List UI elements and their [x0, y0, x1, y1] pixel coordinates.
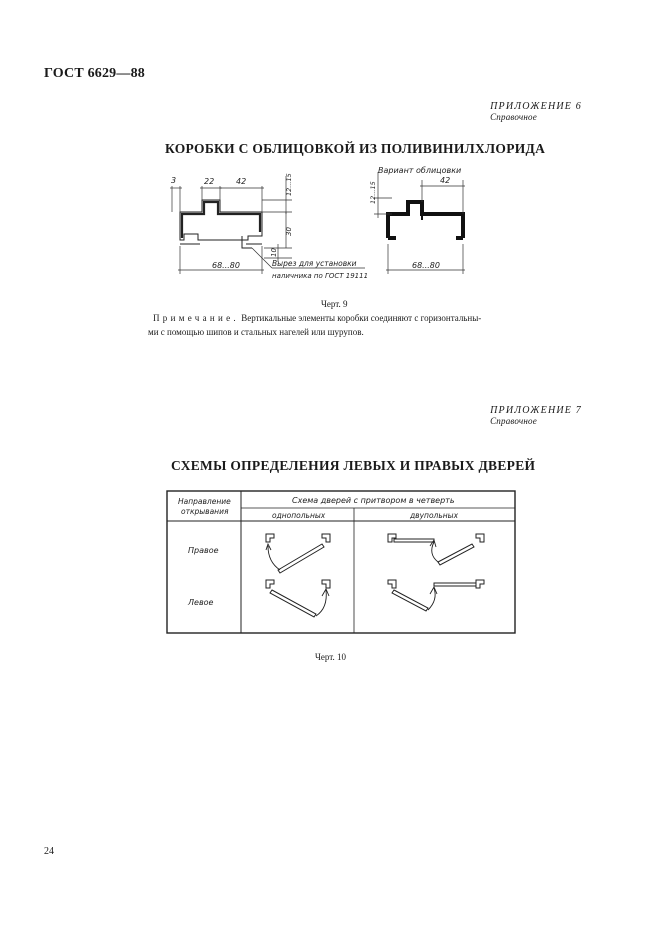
figure-9-drawing — [160, 162, 490, 288]
cutout-note-line1: Вырез для установки — [272, 259, 357, 268]
dim-12-15: 12...15 — [285, 173, 293, 196]
cutout-note-line2: наличника по ГОСТ 19111 — [272, 272, 369, 280]
scheme-left-double — [388, 580, 484, 611]
dim-42: 42 — [236, 177, 247, 186]
document-standard-header: ГОСТ 6629—88 — [44, 66, 145, 81]
dim-42-right: 42 — [440, 176, 451, 185]
scheme-right-single — [266, 534, 330, 573]
dim-12-15-right: 12...15 — [369, 181, 377, 204]
appendix-7-block — [490, 405, 582, 426]
col-header-direction-line1: Направление — [178, 497, 231, 506]
dim-30: 30 — [285, 227, 293, 236]
dim-10: 10 — [270, 248, 278, 257]
page-number: 24 — [44, 846, 54, 857]
dim-3: 3 — [171, 176, 177, 185]
frame-profile-left — [180, 200, 262, 248]
scheme-right-double — [388, 534, 484, 565]
scheme-left-single — [266, 580, 330, 617]
dim-22: 22 — [204, 177, 215, 186]
note-text-line1: Вертикальные элементы коробки соединяют с горизонтальны- — [238, 313, 482, 323]
subheader-double-leaf: двупольных — [410, 511, 459, 520]
door-scheme-table — [166, 490, 516, 636]
appendix-7-status: Справочное — [490, 416, 537, 426]
dim-width-left: 68...80 — [212, 261, 240, 270]
appendix-6-label: ПРИЛОЖЕНИЕ 6 — [490, 101, 582, 112]
section-title-pvc-frames: КОРОБКИ С ОБЛИЦОВКОЙ ИЗ ПОЛИВИНИЛХЛОРИДА — [165, 141, 546, 156]
note-label: Примечание. — [153, 313, 239, 323]
appendix-7-label: ПРИЛОЖЕНИЕ 7 — [490, 405, 582, 416]
appendix-6-status: Справочное — [490, 112, 537, 122]
frame-profile-right — [388, 202, 463, 238]
col-header-direction-line2: открывания — [181, 507, 229, 516]
dim-width-right: 68...80 — [412, 261, 440, 270]
group-header: Схема дверей с притвором в четверть — [292, 496, 455, 505]
row-label-right: Правое — [188, 546, 219, 555]
appendix-6-block — [490, 101, 582, 122]
note-text-line2: ми с помощью шипов и стальных нагелей или шурупов. — [148, 327, 364, 337]
section-title-door-schemes: СХЕМЫ ОПРЕДЕЛЕНИЯ ЛЕВЫХ И ПРАВЫХ ДВЕРЕЙ — [171, 458, 536, 473]
variant-title: Вариант облицовки — [378, 166, 462, 175]
note-paragraph — [148, 311, 525, 339]
subheader-single-leaf: однопольных — [272, 511, 326, 520]
row-label-left: Левое — [188, 598, 214, 607]
figure-10-caption: Черт. 10 — [315, 652, 346, 662]
figure-9-caption: Черт. 9 — [321, 299, 348, 309]
